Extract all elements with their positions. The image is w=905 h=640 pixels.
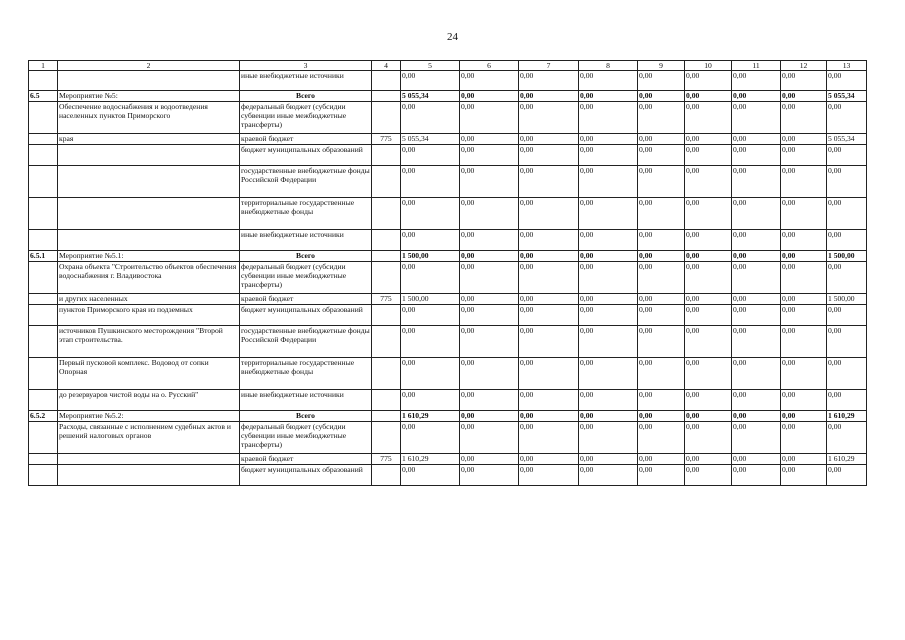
amount-cell-col-10: 0,00 xyxy=(685,411,732,422)
amount-cell-col-10: 0,00 xyxy=(685,91,732,102)
amount-cell-col-10: 0,00 xyxy=(685,198,732,230)
amount-cell-col-9: 0,00 xyxy=(638,166,685,198)
item-number-cell xyxy=(29,390,58,411)
amount-cell-col-11: 0,00 xyxy=(732,358,781,390)
amount-cell-col-9: 0,00 xyxy=(638,454,685,465)
amount-cell-col-8: 0,00 xyxy=(579,102,638,134)
amount-cell-col-9: 0,00 xyxy=(638,390,685,411)
code-cell xyxy=(372,145,401,166)
item-number-cell xyxy=(29,102,58,134)
amount-cell-col-8: 0,00 xyxy=(579,390,638,411)
item-description-cell: Первый пусковой комплекс. Водовод от сопки Опорная xyxy=(58,358,240,390)
amount-cell-col-10: 0,00 xyxy=(685,230,732,251)
amount-cell-col-8: 0,00 xyxy=(579,294,638,305)
code-cell xyxy=(372,91,401,102)
amount-cell-col-10: 0,00 xyxy=(685,305,732,326)
amount-cell-col-10: 0,00 xyxy=(685,166,732,198)
amount-cell-col-9: 0,00 xyxy=(638,251,685,262)
amount-cell-col-12: 0,00 xyxy=(781,422,827,454)
amount-cell-col-12: 0,00 xyxy=(781,91,827,102)
funding-source-cell: федеральный бюджет (субсидии субвенции иные межбюджетные трансферты) xyxy=(240,422,372,454)
item-number-cell xyxy=(29,166,58,198)
amount-cell-col-13: 0,00 xyxy=(827,262,867,294)
amount-cell-col-13: 0,00 xyxy=(827,71,867,91)
code-cell xyxy=(372,326,401,358)
amount-cell-col-6: 0,00 xyxy=(460,390,519,411)
amount-cell-col-8: 0,00 xyxy=(579,71,638,91)
table-row xyxy=(29,134,867,145)
amount-cell-col-8: 0,00 xyxy=(579,305,638,326)
amount-cell-col-7: 0,00 xyxy=(519,102,579,134)
amount-cell-col-11: 0,00 xyxy=(732,390,781,411)
amount-cell-col-6: 0,00 xyxy=(460,134,519,145)
code-cell xyxy=(372,422,401,454)
funding-source-cell: краевой бюджет xyxy=(240,294,372,305)
item-number-cell xyxy=(29,145,58,166)
amount-cell-col-8: 0,00 xyxy=(579,166,638,198)
item-description-cell xyxy=(58,145,240,166)
column-header: 8 xyxy=(579,61,638,71)
code-cell xyxy=(372,465,401,486)
amount-cell-col-8: 0,00 xyxy=(579,262,638,294)
amount-cell-col-13: 0,00 xyxy=(827,465,867,486)
item-number-cell xyxy=(29,422,58,454)
amount-cell-col-12: 0,00 xyxy=(781,411,827,422)
column-header: 4 xyxy=(372,61,401,71)
amount-cell-col-13: 1 500,00 xyxy=(827,294,867,305)
amount-cell-col-7: 0,00 xyxy=(519,305,579,326)
amount-cell-col-11: 0,00 xyxy=(732,102,781,134)
amount-cell-col-11: 0,00 xyxy=(732,166,781,198)
item-description-cell: края xyxy=(58,134,240,145)
amount-cell-col-11: 0,00 xyxy=(732,294,781,305)
table-row xyxy=(29,422,867,454)
amount-cell-col-9: 0,00 xyxy=(638,145,685,166)
amount-cell-col-12: 0,00 xyxy=(781,465,827,486)
amount-cell-col-6: 0,00 xyxy=(460,411,519,422)
amount-cell-col-8: 0,00 xyxy=(579,326,638,358)
amount-cell-col-6: 0,00 xyxy=(460,230,519,251)
item-description-cell xyxy=(58,230,240,251)
amount-cell-col-12: 0,00 xyxy=(781,71,827,91)
amount-cell-col-11: 0,00 xyxy=(732,251,781,262)
item-description-cell xyxy=(58,198,240,230)
table-row xyxy=(29,294,867,305)
amount-cell-col-6: 0,00 xyxy=(460,294,519,305)
amount-cell-col-7: 0,00 xyxy=(519,198,579,230)
item-description-cell xyxy=(58,166,240,198)
table-row xyxy=(29,166,867,198)
amount-cell-col-6: 0,00 xyxy=(460,91,519,102)
amount-cell-col-12: 0,00 xyxy=(781,198,827,230)
amount-cell-col-6: 0,00 xyxy=(460,198,519,230)
code-cell xyxy=(372,305,401,326)
table-row xyxy=(29,198,867,230)
amount-cell-col-5: 1 610,29 xyxy=(401,454,460,465)
amount-cell-col-5: 0,00 xyxy=(401,358,460,390)
table-row xyxy=(29,358,867,390)
amount-cell-col-5: 0,00 xyxy=(401,390,460,411)
amount-cell-col-11: 0,00 xyxy=(732,198,781,230)
item-description-cell: пунктов Приморского края из подземных xyxy=(58,305,240,326)
item-description-cell: Мероприятие №5.1: xyxy=(58,251,240,262)
column-header: 2 xyxy=(58,61,240,71)
amount-cell-col-10: 0,00 xyxy=(685,134,732,145)
item-description-cell: Охрана объекта "Строительство объектов обеспечения водоснабжения г. Владивостока xyxy=(58,262,240,294)
amount-cell-col-8: 0,00 xyxy=(579,465,638,486)
amount-cell-col-8: 0,00 xyxy=(579,91,638,102)
funding-source-cell: бюджет муниципальных образований xyxy=(240,145,372,166)
amount-cell-col-11: 0,00 xyxy=(732,411,781,422)
funding-source-cell: Всего xyxy=(240,411,372,422)
column-header: 11 xyxy=(732,61,781,71)
amount-cell-col-6: 0,00 xyxy=(460,454,519,465)
amount-cell-col-12: 0,00 xyxy=(781,134,827,145)
amount-cell-col-13: 0,00 xyxy=(827,422,867,454)
column-header: 5 xyxy=(401,61,460,71)
item-number-cell xyxy=(29,454,58,465)
table-row xyxy=(29,145,867,166)
amount-cell-col-5: 1 610,29 xyxy=(401,411,460,422)
code-cell: 775 xyxy=(372,134,401,145)
funding-source-cell: бюджет муниципальных образований xyxy=(240,465,372,486)
total-row xyxy=(29,91,867,102)
amount-cell-col-9: 0,00 xyxy=(638,102,685,134)
item-description-cell xyxy=(58,454,240,465)
funding-source-cell: Всего xyxy=(240,251,372,262)
table-row xyxy=(29,71,867,91)
amount-cell-col-11: 0,00 xyxy=(732,465,781,486)
amount-cell-col-5: 5 055,34 xyxy=(401,134,460,145)
item-description-cell: Расходы, связанные с исполнением судебных актов и решений налоговых органов xyxy=(58,422,240,454)
code-cell xyxy=(372,71,401,91)
funding-source-cell: государственные внебюджетные фонды Российской Федерации xyxy=(240,326,372,358)
amount-cell-col-12: 0,00 xyxy=(781,102,827,134)
amount-cell-col-6: 0,00 xyxy=(460,262,519,294)
item-description-cell xyxy=(58,465,240,486)
funding-source-cell: федеральный бюджет (субсидии субвенции иные межбюджетные трансферты) xyxy=(240,262,372,294)
item-number-cell xyxy=(29,230,58,251)
amount-cell-col-9: 0,00 xyxy=(638,411,685,422)
item-description-cell xyxy=(58,71,240,91)
amount-cell-col-7: 0,00 xyxy=(519,326,579,358)
item-number-cell xyxy=(29,262,58,294)
amount-cell-col-9: 0,00 xyxy=(638,262,685,294)
amount-cell-col-13: 0,00 xyxy=(827,102,867,134)
amount-cell-col-5: 1 500,00 xyxy=(401,294,460,305)
amount-cell-col-9: 0,00 xyxy=(638,358,685,390)
code-cell xyxy=(372,390,401,411)
funding-source-cell: краевой бюджет xyxy=(240,454,372,465)
amount-cell-col-10: 0,00 xyxy=(685,251,732,262)
amount-cell-col-8: 0,00 xyxy=(579,251,638,262)
amount-cell-col-7: 0,00 xyxy=(519,454,579,465)
item-number-cell xyxy=(29,465,58,486)
amount-cell-col-5: 0,00 xyxy=(401,71,460,91)
amount-cell-col-7: 0,00 xyxy=(519,71,579,91)
item-number-cell xyxy=(29,294,58,305)
item-description-cell: до резервуаров чистой воды на о. Русский" xyxy=(58,390,240,411)
amount-cell-col-12: 0,00 xyxy=(781,251,827,262)
funding-source-cell: федеральный бюджет (субсидии субвенции иные межбюджетные трансферты) xyxy=(240,102,372,134)
amount-cell-col-12: 0,00 xyxy=(781,454,827,465)
amount-cell-col-8: 0,00 xyxy=(579,134,638,145)
amount-cell-col-10: 0,00 xyxy=(685,358,732,390)
funding-source-cell: государственные внебюджетные фонды Российской Федерации xyxy=(240,166,372,198)
amount-cell-col-5: 0,00 xyxy=(401,326,460,358)
amount-cell-col-11: 0,00 xyxy=(732,134,781,145)
amount-cell-col-7: 0,00 xyxy=(519,251,579,262)
amount-cell-col-13: 0,00 xyxy=(827,305,867,326)
column-header: 3 xyxy=(240,61,372,71)
amount-cell-col-13: 0,00 xyxy=(827,198,867,230)
column-header: 12 xyxy=(781,61,827,71)
table-row xyxy=(29,465,867,486)
page-number: 24 xyxy=(447,31,458,43)
code-cell xyxy=(372,102,401,134)
amount-cell-col-8: 0,00 xyxy=(579,454,638,465)
code-cell xyxy=(372,411,401,422)
table-row xyxy=(29,454,867,465)
item-number-cell xyxy=(29,198,58,230)
amount-cell-col-10: 0,00 xyxy=(685,422,732,454)
column-header: 13 xyxy=(827,61,867,71)
funding-source-cell: территориальные государственные внебюджетные фонды xyxy=(240,198,372,230)
amount-cell-col-7: 0,00 xyxy=(519,145,579,166)
amount-cell-col-9: 0,00 xyxy=(638,230,685,251)
amount-cell-col-6: 0,00 xyxy=(460,358,519,390)
amount-cell-col-13: 5 055,34 xyxy=(827,91,867,102)
amount-cell-col-12: 0,00 xyxy=(781,390,827,411)
table-row xyxy=(29,390,867,411)
amount-cell-col-8: 0,00 xyxy=(579,198,638,230)
amount-cell-col-9: 0,00 xyxy=(638,326,685,358)
amount-cell-col-6: 0,00 xyxy=(460,166,519,198)
amount-cell-col-6: 0,00 xyxy=(460,251,519,262)
code-cell xyxy=(372,230,401,251)
column-header: 7 xyxy=(519,61,579,71)
amount-cell-col-12: 0,00 xyxy=(781,294,827,305)
amount-cell-col-9: 0,00 xyxy=(638,91,685,102)
amount-cell-col-10: 0,00 xyxy=(685,390,732,411)
item-description-cell: Мероприятие №5.2: xyxy=(58,411,240,422)
column-header: 9 xyxy=(638,61,685,71)
item-number-cell xyxy=(29,71,58,91)
amount-cell-col-5: 5 055,34 xyxy=(401,91,460,102)
amount-cell-col-11: 0,00 xyxy=(732,230,781,251)
amount-cell-col-12: 0,00 xyxy=(781,262,827,294)
funding-source-cell: территориальные государственные внебюджетные фонды xyxy=(240,358,372,390)
amount-cell-col-7: 0,00 xyxy=(519,134,579,145)
amount-cell-col-5: 0,00 xyxy=(401,305,460,326)
amount-cell-col-7: 0,00 xyxy=(519,166,579,198)
amount-cell-col-10: 0,00 xyxy=(685,145,732,166)
amount-cell-col-9: 0,00 xyxy=(638,134,685,145)
column-header: 1 xyxy=(29,61,58,71)
code-cell: 775 xyxy=(372,294,401,305)
amount-cell-col-6: 0,00 xyxy=(460,422,519,454)
amount-cell-col-6: 0,00 xyxy=(460,305,519,326)
amount-cell-col-13: 0,00 xyxy=(827,166,867,198)
total-row xyxy=(29,251,867,262)
funding-source-cell: иные внебюджетные источники xyxy=(240,71,372,91)
item-number-cell xyxy=(29,305,58,326)
amount-cell-col-11: 0,00 xyxy=(732,145,781,166)
amount-cell-col-11: 0,00 xyxy=(732,454,781,465)
table-row xyxy=(29,305,867,326)
amount-cell-col-10: 0,00 xyxy=(685,465,732,486)
funding-source-cell: Всего xyxy=(240,91,372,102)
amount-cell-col-7: 0,00 xyxy=(519,294,579,305)
amount-cell-col-7: 0,00 xyxy=(519,230,579,251)
total-row xyxy=(29,411,867,422)
item-number-cell xyxy=(29,134,58,145)
amount-cell-col-8: 0,00 xyxy=(579,145,638,166)
amount-cell-col-12: 0,00 xyxy=(781,166,827,198)
amount-cell-col-12: 0,00 xyxy=(781,358,827,390)
amount-cell-col-5: 0,00 xyxy=(401,102,460,134)
amount-cell-col-11: 0,00 xyxy=(732,262,781,294)
table-row xyxy=(29,102,867,134)
amount-cell-col-7: 0,00 xyxy=(519,411,579,422)
item-description-cell: источников Пушкинского месторождения "Второй этап строительства. xyxy=(58,326,240,358)
amount-cell-col-8: 0,00 xyxy=(579,411,638,422)
amount-cell-col-13: 0,00 xyxy=(827,358,867,390)
code-cell xyxy=(372,358,401,390)
item-description-cell: Мероприятие №5: xyxy=(58,91,240,102)
amount-cell-col-9: 0,00 xyxy=(638,294,685,305)
amount-cell-col-9: 0,00 xyxy=(638,465,685,486)
column-header-row xyxy=(29,61,867,71)
amount-cell-col-6: 0,00 xyxy=(460,71,519,91)
amount-cell-col-9: 0,00 xyxy=(638,305,685,326)
amount-cell-col-5: 0,00 xyxy=(401,166,460,198)
amount-cell-col-13: 1 500,00 xyxy=(827,251,867,262)
amount-cell-col-10: 0,00 xyxy=(685,326,732,358)
amount-cell-col-9: 0,00 xyxy=(638,71,685,91)
amount-cell-col-13: 0,00 xyxy=(827,326,867,358)
amount-cell-col-6: 0,00 xyxy=(460,465,519,486)
amount-cell-col-7: 0,00 xyxy=(519,262,579,294)
amount-cell-col-13: 1 610,29 xyxy=(827,411,867,422)
amount-cell-col-8: 0,00 xyxy=(579,358,638,390)
budget-table xyxy=(28,60,867,486)
amount-cell-col-6: 0,00 xyxy=(460,102,519,134)
item-description-cell: и других населенных xyxy=(58,294,240,305)
amount-cell-col-13: 0,00 xyxy=(827,390,867,411)
amount-cell-col-12: 0,00 xyxy=(781,326,827,358)
amount-cell-col-9: 0,00 xyxy=(638,198,685,230)
item-number-cell: 6.5.1 xyxy=(29,251,58,262)
table-row xyxy=(29,262,867,294)
funding-source-cell: иные внебюджетные источники xyxy=(240,390,372,411)
amount-cell-col-5: 1 500,00 xyxy=(401,251,460,262)
amount-cell-col-7: 0,00 xyxy=(519,91,579,102)
table-row xyxy=(29,326,867,358)
item-number-cell: 6.5.2 xyxy=(29,411,58,422)
item-number-cell xyxy=(29,326,58,358)
item-description-cell: Обеспечение водоснабжения и водоотведения населенных пунктов Приморского xyxy=(58,102,240,134)
amount-cell-col-12: 0,00 xyxy=(781,305,827,326)
amount-cell-col-13: 0,00 xyxy=(827,230,867,251)
column-header: 6 xyxy=(460,61,519,71)
amount-cell-col-5: 0,00 xyxy=(401,262,460,294)
item-number-cell: 6.5 xyxy=(29,91,58,102)
amount-cell-col-12: 0,00 xyxy=(781,230,827,251)
amount-cell-col-7: 0,00 xyxy=(519,465,579,486)
code-cell xyxy=(372,166,401,198)
amount-cell-col-10: 0,00 xyxy=(685,71,732,91)
amount-cell-col-6: 0,00 xyxy=(460,145,519,166)
amount-cell-col-5: 0,00 xyxy=(401,465,460,486)
amount-cell-col-12: 0,00 xyxy=(781,145,827,166)
amount-cell-col-10: 0,00 xyxy=(685,262,732,294)
funding-source-cell: иные внебюджетные источники xyxy=(240,230,372,251)
column-header: 10 xyxy=(685,61,732,71)
amount-cell-col-10: 0,00 xyxy=(685,102,732,134)
amount-cell-col-5: 0,00 xyxy=(401,198,460,230)
amount-cell-col-11: 0,00 xyxy=(732,422,781,454)
code-cell xyxy=(372,251,401,262)
table-row xyxy=(29,230,867,251)
amount-cell-col-10: 0,00 xyxy=(685,454,732,465)
amount-cell-col-11: 0,00 xyxy=(732,305,781,326)
amount-cell-col-11: 0,00 xyxy=(732,326,781,358)
amount-cell-col-13: 5 055,34 xyxy=(827,134,867,145)
code-cell: 775 xyxy=(372,454,401,465)
amount-cell-col-6: 0,00 xyxy=(460,326,519,358)
amount-cell-col-5: 0,00 xyxy=(401,422,460,454)
amount-cell-col-5: 0,00 xyxy=(401,230,460,251)
funding-source-cell: краевой бюджет xyxy=(240,134,372,145)
amount-cell-col-7: 0,00 xyxy=(519,390,579,411)
amount-cell-col-5: 0,00 xyxy=(401,145,460,166)
amount-cell-col-8: 0,00 xyxy=(579,230,638,251)
amount-cell-col-13: 0,00 xyxy=(827,145,867,166)
code-cell xyxy=(372,262,401,294)
amount-cell-col-7: 0,00 xyxy=(519,358,579,390)
amount-cell-col-7: 0,00 xyxy=(519,422,579,454)
item-number-cell xyxy=(29,358,58,390)
amount-cell-col-8: 0,00 xyxy=(579,422,638,454)
funding-source-cell: бюджет муниципальных образований xyxy=(240,305,372,326)
amount-cell-col-9: 0,00 xyxy=(638,422,685,454)
amount-cell-col-11: 0,00 xyxy=(732,71,781,91)
code-cell xyxy=(372,198,401,230)
amount-cell-col-11: 0,00 xyxy=(732,91,781,102)
amount-cell-col-13: 1 610,29 xyxy=(827,454,867,465)
amount-cell-col-10: 0,00 xyxy=(685,294,732,305)
